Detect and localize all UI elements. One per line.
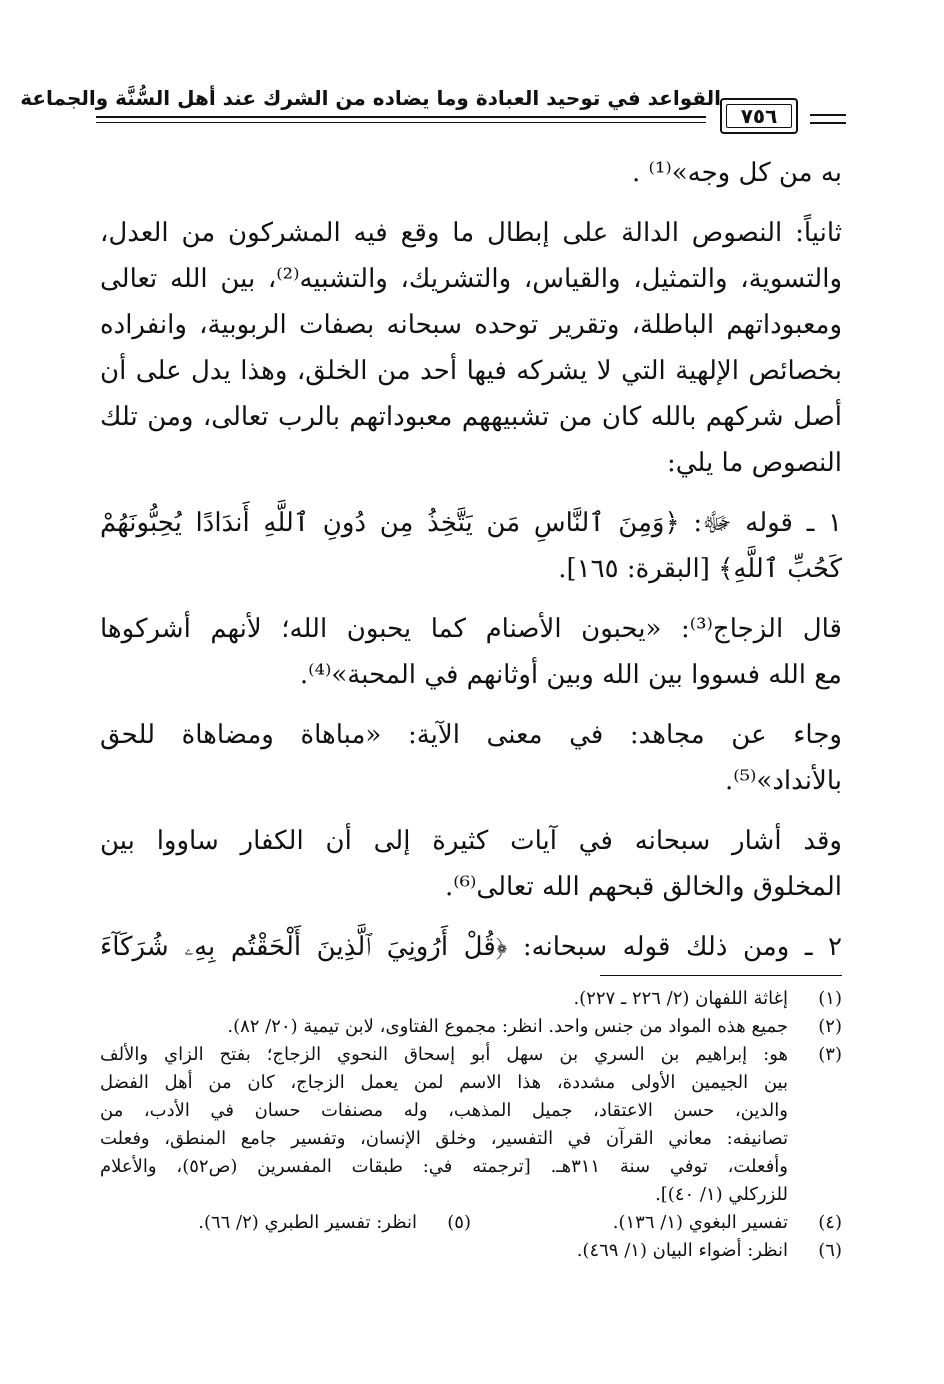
footnote-2 xyxy=(100,1013,842,1041)
footnote-number: (١) xyxy=(818,988,842,1009)
footnote-number: (٦) xyxy=(818,1240,842,1261)
header-ornament xyxy=(810,114,846,124)
text-line: والتسوية، والتمثيل، والقياس، والتشريك، والتشبيه⁽²⁾، بين الله تعالى xyxy=(100,264,842,294)
footnotes xyxy=(100,985,842,1265)
footnote-text: للزركلي (١/ ٤٠)]. xyxy=(655,1184,788,1205)
footnote-text: والدين، حسن الاعتقاد، جميل المذهب، وله مصنفات حسان في الأدب، من xyxy=(100,1100,788,1121)
footnote-number: (٣) xyxy=(818,1044,842,1065)
text-line: به من كل وجه»⁽¹⁾ . xyxy=(632,158,842,188)
text-line: أصل شركهم بالله كان من تشبيههم معبوداتهم بالرب تعالى، ومن تلك xyxy=(100,402,842,432)
footnote-text: بين الجيمين الأولى مشددة، هذا الاسم لمن يعمل الزجاج، كان من أهل الفضل xyxy=(100,1072,788,1093)
text-line: ثانياً: النصوص الدالة على إبطال ما وقع فيه المشركون من العدل، xyxy=(100,218,842,248)
footnote-number: (٥) xyxy=(447,1212,471,1233)
footnote-5 xyxy=(100,1209,471,1237)
text-line: المخلوق والخالق قبحهم الله تعالى⁽⁶⁾. xyxy=(444,872,842,902)
text-line: بالأنداد»⁽⁵⁾. xyxy=(724,766,842,796)
page-number: ٧٥٦ xyxy=(740,104,778,128)
page-header xyxy=(20,80,846,150)
footnote-text: وأفعلت، توفي سنة ٣١١هـ. [ترجمته في: طبقات المفسرين (ص٥٢)، والأعلام xyxy=(100,1156,788,1177)
footnote-4 xyxy=(471,1209,842,1237)
footnote-row xyxy=(100,1209,842,1237)
footnote-text: جميع هذه المواد من جنس واحد. انظر: مجموع الفتاوى، لابن تيمية (٢٠/ ٨٢). xyxy=(227,1016,788,1037)
text-line: مع الله فسووا بين الله وبين أوثانهم في المحبة»⁽⁴⁾. xyxy=(299,660,842,690)
footnote-number: (٢) xyxy=(818,1016,842,1037)
footnote-text: تصانيفه: معاني القرآن في التفسير، وخلق الإنسان، وتفسير جامع المنطق، وفعلت xyxy=(100,1128,788,1149)
footnote-text: هو: إبراهيم بن السري بن سهل أبو إسحاق النحوي الزجاج؛ بفتح الزاي والألف xyxy=(100,1044,788,1065)
footnote-1 xyxy=(100,985,842,1013)
footnote-text: انظر: أضواء البيان (١/ ٤٦٩). xyxy=(576,1240,788,1261)
footnote-3 xyxy=(100,1041,842,1209)
text-line: قال الزجاج⁽³⁾: «يحبون الأصنام كما يحبون الله؛ لأنهم أشركوها xyxy=(100,614,842,644)
footnote-text: تفسير البغوي (١/ ١٣٦). xyxy=(612,1212,788,1233)
text-line: وجاء عن مجاهد: في معنى الآية: «مباهاة ومضاهاة للحق xyxy=(100,720,842,750)
main-text xyxy=(100,150,842,970)
footnote-6 xyxy=(100,1237,842,1265)
footnote-separator xyxy=(600,975,842,976)
text-line: ومعبوداتهم الباطلة، وتقرير توحده سبحانه بصفات الربوبية، وانفراده xyxy=(100,310,842,340)
text-line: بخصائص الإلهية التي لا يشركه فيها أحد من الخلق، وهذا يدل على أن xyxy=(100,356,842,386)
text-line: النصوص ما يلي: xyxy=(666,448,842,478)
footnote-text: إغاثة اللفهان (٢/ ٢٢٦ ـ ٢٢٧). xyxy=(573,988,788,1009)
page-number-frame xyxy=(720,98,798,134)
header-rule xyxy=(96,116,706,118)
footnote-number: (٤) xyxy=(818,1212,842,1233)
text-line: وقد أشار سبحانه في آيات كثيرة إلى أن الكفار ساووا بين xyxy=(100,826,842,856)
quran-verse-line: كَحُبِّ ٱللَّهِ﴾ [البقرة: ١٦٥]. xyxy=(558,554,842,584)
running-title: القواعد في توحيد العبادة وما يضاده من الشرك عند أهل السُّنَّة والجماعة xyxy=(20,86,721,110)
quran-verse-line: ١ ـ قوله ﷻ: ﴿وَمِنَ ٱلنَّاسِ مَن يَتَّخِذُ مِن دُونِ ٱللَّهِ أَندَادًا يُحِبُّونَهُمْ xyxy=(100,508,842,538)
header-rule-thin xyxy=(96,122,706,123)
quran-verse-line: ٢ ـ ومن ذلك قوله سبحانه: ﴿قُلْ أَرُونِيَ ٱلَّذِينَ أَلْحَقْتُم بِهِۦ شُرَكَآءَ xyxy=(100,932,842,962)
footnote-text: انظر: تفسير الطبري (٢/ ٦٦). xyxy=(198,1212,417,1233)
